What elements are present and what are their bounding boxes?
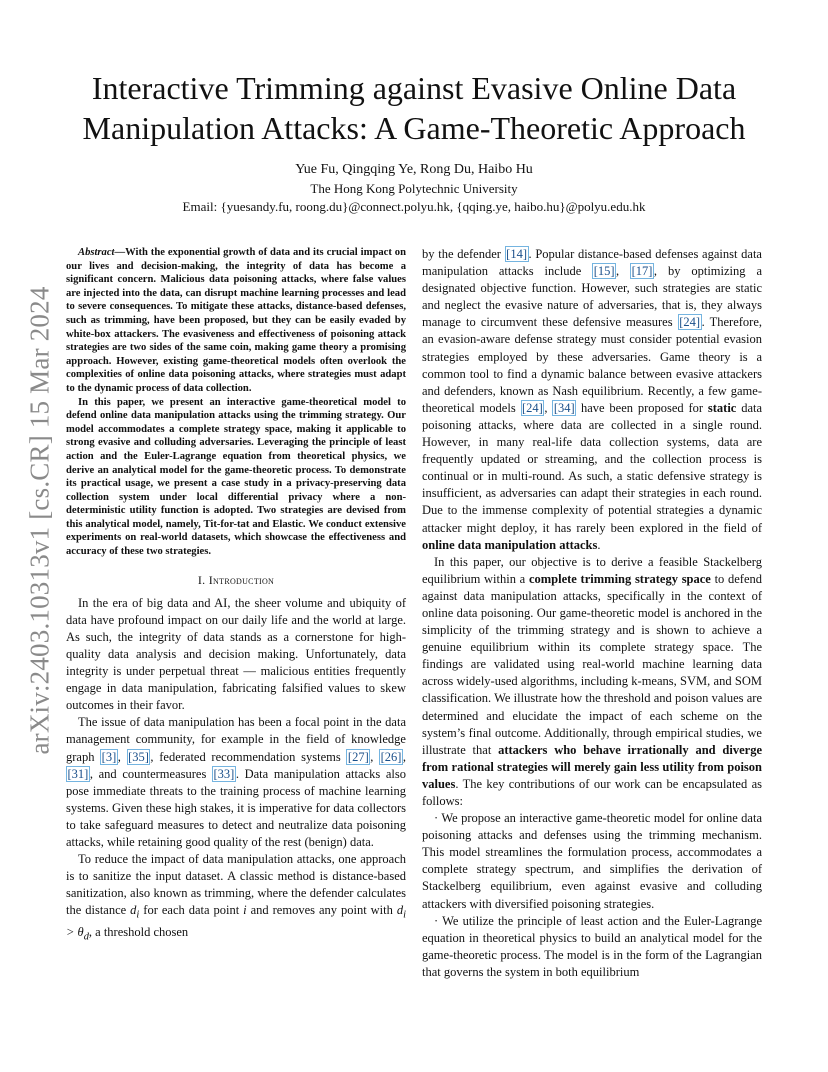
intro-paragraph-2: The issue of data manipulation has been a focal point in the data management community, for example in the field of knowledge graph [3] , [35] , federated recommendation systems [27] , [26] , [31] , and countermeasures [33] . Data manipulation attacks also pose immediate threats to the training process of machine learning systems. Given these high stakes, it is imperative for data collectors to take safeguard measures to detect and neutralize data poisoning attacks, while retaining good quality of the rest (benign) data.: [66, 715, 407, 849]
affiliation: The Hong Kong Polytechnic University: [310, 181, 518, 196]
introduction-left: [66, 595, 406, 946]
abstract-label: Abstract: [78, 247, 115, 258]
citation-link[interactable]: [24]: [679, 315, 701, 330]
arxiv-identifier-sidebar: [22, 282, 58, 758]
author-emails: Email: {yuesandy.fu, roong.du}@connect.polyu.hk, {qqing.ye, haibo.hu}@polyu.edu.hk: [182, 199, 646, 214]
citation-link[interactable]: [15]: [593, 264, 615, 279]
right-column: [422, 246, 762, 981]
author-list: Yue Fu, Qingqing Ye, Rong Du, Haibo Hu: [295, 162, 533, 177]
math-inequality: $d_i > \theta_d$: [66, 903, 406, 943]
contribution-item-1: · We propose an interactive game-theoretic model for online data poisoning attacks and defenses using the trimming mechanism. This model streamlines the formulation process, accommodates a complete strategy spectrum, and simplifies the derivation of Stackelberg equilibrium, even against evasive and colluding attackers with diversified poisoning strategies.: [422, 811, 762, 911]
math-symbol: $d_i$: [130, 903, 140, 921]
section-heading-introduction: I. Introduction: [197, 572, 275, 587]
introduction-right: [422, 246, 762, 981]
intro-paragraph-objective: In this paper, our objective is to derive a feasible Stackelberg equilibrium within a complete trimming strategy space to defend against data manipulation attacks, specifically in the context of online data poisoning. Our game-theoretic model is anchored in the simplicity of the trimming strategy and is shown to achieve a genuine equilibrium within its complete strategy space. The findings are validated using real-world machine learning data across widely-used algorithms, including k-means, SVM, and SOM classification. We illustrate how the threshold and poison values are determined and elucidate the impact of each scheme on the system’s final outcome. Additionally, through empirical studies, we illustrate that attackers who behave irrationally and diverge from rational strategies will merely gain less utility from poison values. The key contributions of our work can be encapsulated as follows:: [422, 554, 763, 808]
contribution-item-2: · We utilize the principle of least action and the Euler-Lagrange equation in theoretical physics to build an analytical model for the game-theoretic process. The model is in the form of the Lagrangian that governs the system in both equilibrium: [422, 913, 762, 979]
intro-paragraph-1: In the era of big data and AI, the sheer volume and ubiquity of data have profound impact on our daily life and the world at large. As such, the integrity of data stands as a cornerstone for high-quality data analysis and decision making. Unfortunately, data integrity is under perpetual threat — malicious entities frequently engage in data manipulation, fabricating falsified values to skew outcomes in their favor.: [66, 595, 406, 713]
citation-link[interactable]: [34]: [553, 400, 575, 415]
math-symbol: i: [243, 903, 247, 918]
citation-link[interactable]: [14]: [506, 247, 527, 261]
citation-link[interactable]: [17]: [631, 264, 653, 279]
abstract: [66, 246, 406, 559]
arxiv-identifier: arXiv:2403.10313v1 [cs.CR] 15 Mar 2024: [24, 285, 55, 755]
abstract-paragraph-2: In this paper, we present an interactive game-theoretical model to defend online data manipulation attacks using the trimming strategy. Our model accommodates a complete strategy space, making it applicable to strong evasive and colluding adversaries. Leveraging the principle of least action and the Euler-Lagrange equation from theoretical physics, we derive an analytical model for the game-theoretic process. To demonstrate its practical usage, we present a case study in a privacy-preserving data collection system under local differential privacy where a non-deterministic utility function is adopted. Two strategies are devised from this analytical model, namely, Tit-for-tat and Elastic. We conduct extensive experiments on real-world datasets, which showcase the effectiveness and accuracy of these two strategies.: [66, 396, 406, 558]
intro-paragraph-3: To reduce the impact of data manipulation attacks, one approach is to sanitize the input dataset. A classic method is distance-based sanitization, also known as trimming, where the defender calculates the distance $d_i$ for each data point i and removes any point with $d_i > \theta_d$, a threshold chosen: [66, 852, 406, 943]
intro-paragraph-continued: by the defender [14] . Popular distance-based defenses against data manipulation attacks include [15] , [17] , by optimizing a designated objective function. However, such strategies are static and neglect the evasive nature of adversaries, that is, they always manage to circumvent these defensive measures [24] . Therefore, an evasion-aware defense strategy must consider potential evasion strategies employed by these adversaries. Game theory is a common tool to find a dynamic balance between evasive attackers and defenders, known as Nash equilibrium. Recently, a few game-theoretical models [24] , [34] have been proposed for static data poisoning attacks, where data are collected in a single round. However, in many real-life data collection systems, data are frequently updated or streaming, and the collection process is continual or in multi-round. As such, a static defensive strategy is insufficient, as adversaries can adapt their strategies in each round. Due to the immense complexity of potential strategies a dynamic attacker might deploy, it has rarely been explored in the field of online data manipulation attacks.: [422, 247, 763, 552]
citation-link[interactable]: [31]: [67, 766, 89, 781]
citation-link[interactable]: [33]: [213, 766, 235, 781]
paper-title: Interactive Trimming against Evasive Online Data Manipulation Attacks: A Game-Theoretic Approach: [82, 70, 746, 146]
abstract-paragraph-1: Abstract—With the exponential growth of data and its crucial impact on our lives and decision-making, the integrity of data has become a significant concern. Malicious data poisoning attacks, where false values are injected into the data, can disrupt machine learning processes and lead to severe consequences. To mitigate these attacks, distance-based defenses, such as trimming, have been proposed, but they can be easily evaded by white-box attackers. The evasiveness and effectiveness of poisoning attack strategies are two sides of the same coin, making game theory a promising approach. However, existing game-theoretical models often overlook the complexities of online data poisoning attacks, where strategies must adapt to the dynamic process of data collection.: [66, 247, 406, 394]
citation-link[interactable]: [27]: [347, 749, 369, 764]
citation-link[interactable]: [24]: [522, 400, 543, 415]
left-column: [66, 246, 406, 946]
citation-link[interactable]: [35]: [128, 749, 149, 764]
citation-link[interactable]: [26]: [380, 749, 402, 764]
citation-link[interactable]: [3]: [101, 749, 117, 764]
